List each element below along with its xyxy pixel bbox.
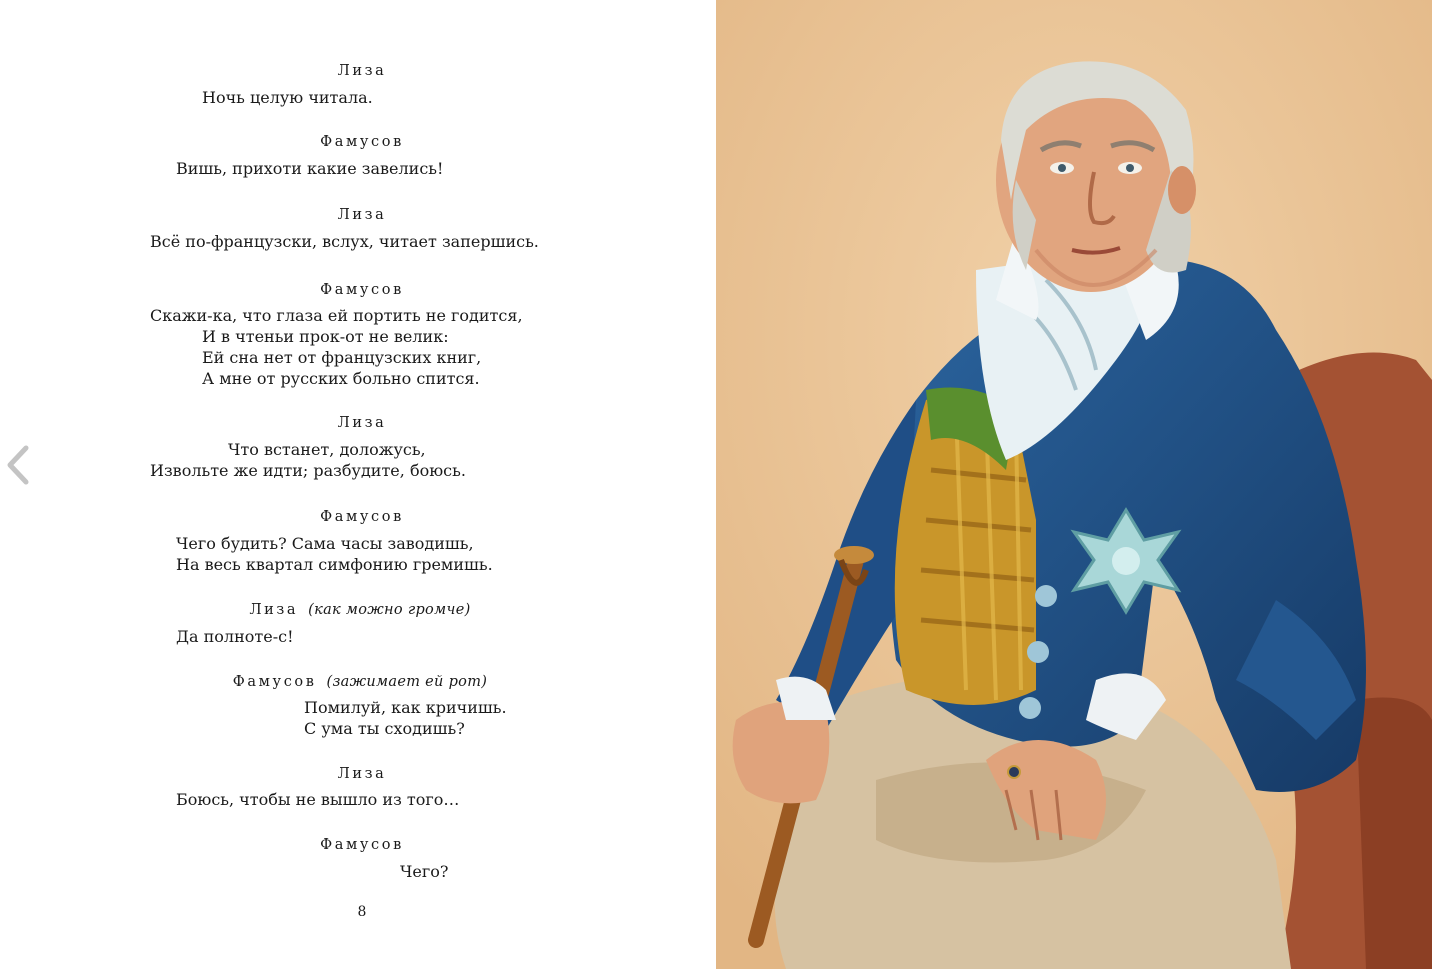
- speaker-name: Фамусов: [320, 134, 404, 150]
- dialogue-line: На весь квартал симфонию гремишь.: [176, 555, 493, 574]
- speaker-name: Фамусов: [232, 674, 317, 690]
- dialogue-line: Вишь, прихоти какие завелись!: [176, 159, 444, 178]
- speaker-name: Лиза: [337, 766, 387, 782]
- illustration-page: [716, 0, 1432, 969]
- speaker-heading: [233, 673, 487, 691]
- coat-button: [1019, 697, 1041, 719]
- dialogue-line: Извольте же идти; разбудите, боюсь.: [150, 461, 466, 480]
- stage-direction: (зажимает ей рот): [326, 674, 488, 690]
- stage-direction: (как можно громче): [308, 602, 471, 618]
- dialogue-line: Что встанет, доложусь,: [228, 440, 426, 459]
- dialogue-line: Скажи-ка, что глаза ей портить не годится,: [150, 306, 523, 325]
- dialogue-line: Да полноте-с!: [176, 627, 294, 646]
- speaker-name: Лиза: [337, 207, 387, 223]
- chevron-left-icon: [2, 444, 36, 486]
- speaker-heading: [249, 601, 470, 619]
- speaker-name: Фамусов: [320, 282, 404, 298]
- dialogue-line: С ума ты сходишь?: [304, 719, 465, 738]
- dialogue-line: Чего будить? Сама часы заводишь,: [176, 534, 474, 553]
- speaker-name: Лиза: [249, 602, 299, 618]
- dialogue-line: Чего?: [400, 862, 449, 881]
- coat-button: [1027, 641, 1049, 663]
- page-number: 8: [357, 904, 367, 920]
- dialogue-line: И в чтеньи прок-от не велик:: [202, 327, 449, 346]
- previous-page-button[interactable]: [2, 444, 36, 486]
- dialogue-line: Ночь целую читала.: [202, 88, 373, 107]
- dialogue-line: А мне от русских больно спится.: [202, 369, 480, 388]
- speaker-name: Фамусов: [320, 837, 404, 853]
- dialogue-line: Боюсь, чтобы не вышло из того…: [176, 790, 460, 809]
- dialogue-line: Ей сна нет от французских книг,: [202, 348, 482, 367]
- portrait-illustration: [716, 0, 1432, 969]
- speaker-name: Лиза: [337, 63, 387, 79]
- coat-button: [1035, 585, 1057, 607]
- speaker-name: Лиза: [337, 415, 387, 431]
- dialogue-line: Помилуй, как кричишь.: [304, 698, 507, 717]
- speaker-name: Фамусов: [320, 509, 404, 525]
- dialogue-line: Всё по-французски, вслух, читает запершись.: [150, 232, 539, 251]
- ring: [1008, 766, 1020, 778]
